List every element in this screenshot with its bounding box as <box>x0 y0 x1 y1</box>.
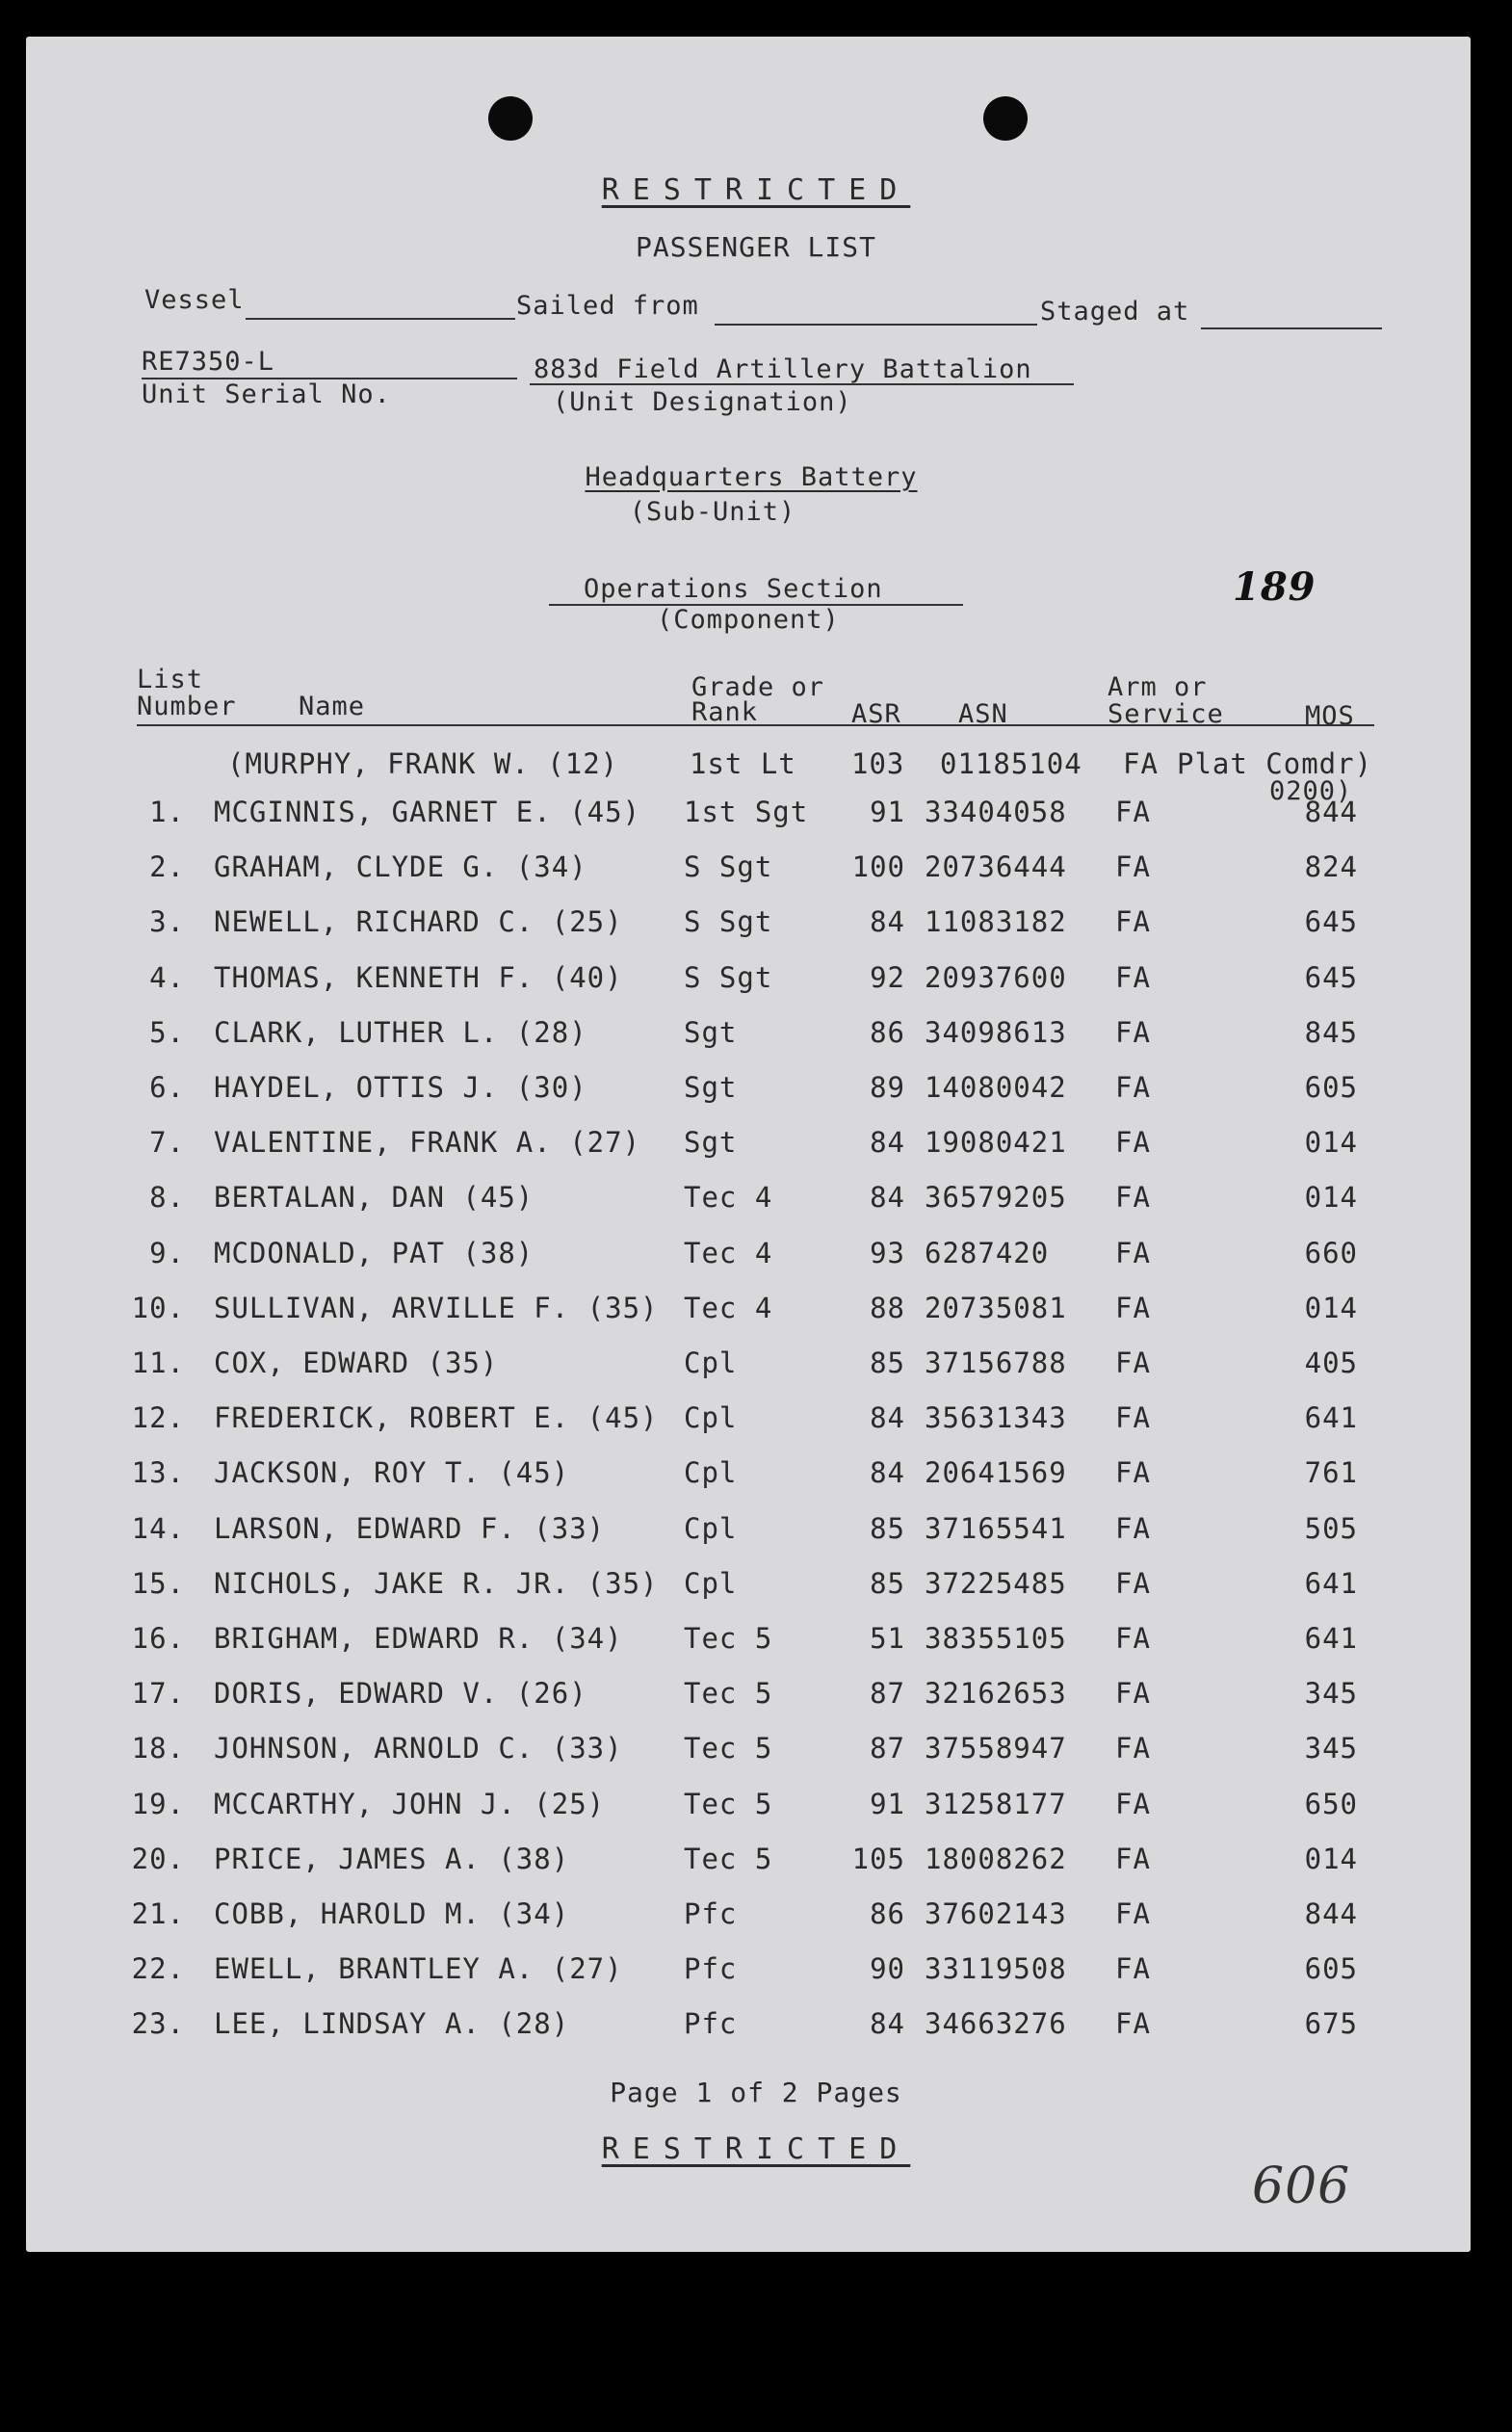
row-number: 15. <box>131 1566 185 1600</box>
row-arm: FA <box>1115 1511 1151 1545</box>
row-arm: FA <box>1115 905 1151 939</box>
row-grade: Pfc <box>684 1897 738 1930</box>
row-name: MCCARTHY, JOHN J. (25) <box>214 1787 606 1820</box>
row-mos: 824 <box>1304 850 1358 884</box>
row-name: COBB, HAROLD M. (34) <box>214 1897 570 1930</box>
row-arm: FA <box>1115 796 1151 828</box>
vessel-line <box>246 318 515 320</box>
row-asn: 34098613 <box>925 1015 1067 1049</box>
row-arm: FA <box>1115 1732 1151 1765</box>
row-mos: 405 <box>1304 1347 1358 1379</box>
row-name: FREDERICK, ROBERT E. (45) <box>214 1401 659 1435</box>
row-mos: 605 <box>1304 1952 1358 1986</box>
row-asn: 19080421 <box>925 1126 1067 1160</box>
row-mos: 761 <box>1304 1456 1358 1490</box>
row-mos: 844 <box>1304 1897 1358 1930</box>
row-number: 16. <box>131 1622 185 1655</box>
row-asr: 88 <box>870 1291 905 1324</box>
column-header-rule <box>137 724 1374 726</box>
row-grade: Sgt <box>684 1015 738 1049</box>
row-arm: FA <box>1115 1126 1151 1160</box>
row-asr: 87 <box>870 1677 905 1711</box>
row-name: HAYDEL, OTTIS J. (30) <box>214 1071 587 1104</box>
row-grade: Cpl <box>684 1456 738 1490</box>
row-mos: 641 <box>1304 1401 1358 1435</box>
handwritten-page-number: 189 <box>1233 564 1316 610</box>
row-grade: Pfc <box>684 2007 738 2041</box>
row-grade: Tec 5 <box>684 1732 773 1765</box>
row-name: BRIGHAM, EDWARD R. (34) <box>214 1622 623 1655</box>
row-arm: FA <box>1115 1952 1151 1986</box>
staged-line <box>1201 327 1382 329</box>
row-asr: 84 <box>870 1401 905 1435</box>
page-indicator: Page 1 of 2 Pages <box>610 2077 902 2108</box>
row-asr: 85 <box>870 1511 905 1545</box>
row-grade: Cpl <box>684 1401 738 1435</box>
table-row <box>0 1071 1512 1110</box>
row-asn: 33119508 <box>925 1952 1067 1986</box>
row-mos: 645 <box>1304 905 1358 939</box>
table-row <box>0 961 1512 1000</box>
row-asn: 14080042 <box>925 1071 1067 1104</box>
row-number: 9. <box>149 1236 185 1269</box>
row-asn: 20735081 <box>925 1291 1067 1324</box>
officer-grade: 1st Lt <box>690 747 796 780</box>
row-name: COX, EDWARD (35) <box>214 1347 499 1379</box>
table-row <box>0 1401 1512 1440</box>
col-mos: MOS <box>1305 701 1355 731</box>
row-name: CLARK, LUTHER L. (28) <box>214 1015 587 1049</box>
row-grade: S Sgt <box>684 850 773 884</box>
row-asr: 84 <box>870 2007 905 2041</box>
row-arm: FA <box>1115 1842 1151 1875</box>
row-number: 8. <box>149 1181 185 1215</box>
sailed-label: Sailed from <box>516 291 699 321</box>
table-row <box>0 1456 1512 1495</box>
row-number: 17. <box>131 1677 185 1711</box>
col-asn: ASN <box>958 699 1008 729</box>
row-arm: FA <box>1115 1291 1151 1324</box>
row-arm: FA <box>1115 1677 1151 1711</box>
row-number: 11. <box>131 1347 185 1379</box>
row-arm: FA <box>1115 960 1151 994</box>
row-mos: 641 <box>1304 1622 1358 1655</box>
table-row <box>0 905 1512 944</box>
row-arm: FA <box>1115 2007 1151 2041</box>
row-name: VALENTINE, FRANK A. (27) <box>214 1126 641 1160</box>
row-name: NEWELL, RICHARD C. (25) <box>214 905 623 939</box>
table-row <box>0 1292 1512 1330</box>
row-grade: Tec 4 <box>684 1291 773 1324</box>
col-name: Name <box>299 692 366 721</box>
table-row <box>0 1016 1512 1055</box>
row-asn: 38355105 <box>925 1622 1067 1655</box>
row-number: 18. <box>131 1732 185 1765</box>
table-row <box>0 1843 1512 1881</box>
row-asn: 37225485 <box>925 1566 1067 1600</box>
row-asn: 6287420 <box>925 1236 1050 1269</box>
subunit-label: (Sub-Unit) <box>629 497 796 527</box>
row-number: 23. <box>131 2007 185 2041</box>
row-number: 12. <box>131 1401 185 1435</box>
col-asr: ASR <box>851 699 901 729</box>
row-grade: Cpl <box>684 1566 738 1600</box>
row-asn: 37165541 <box>925 1511 1067 1545</box>
row-asn: 20736444 <box>925 850 1067 884</box>
row-mos: 345 <box>1304 1677 1358 1711</box>
table-row <box>0 1181 1512 1219</box>
row-asn: 37558947 <box>925 1732 1067 1765</box>
officer-asr: 103 <box>851 747 905 780</box>
table-row <box>0 1347 1512 1385</box>
row-number: 5. <box>149 1015 185 1049</box>
row-arm: FA <box>1115 1015 1151 1049</box>
unit-designation-value: 883d Field Artillery Battalion <box>534 354 1032 384</box>
row-mos: 605 <box>1304 1071 1358 1104</box>
row-asn: 34663276 <box>925 2007 1067 2041</box>
row-asn: 35631343 <box>925 1401 1067 1435</box>
row-grade: Cpl <box>684 1511 738 1545</box>
col-arm-2: Service <box>1108 699 1224 729</box>
row-arm: FA <box>1115 1236 1151 1269</box>
col-grade-1: Grade or <box>691 672 825 702</box>
row-arm: FA <box>1115 850 1151 884</box>
row-grade: 1st Sgt <box>684 796 809 828</box>
table-row <box>0 1622 1512 1661</box>
row-grade: Sgt <box>684 1071 738 1104</box>
row-grade: Pfc <box>684 1952 738 1986</box>
row-mos: 844 <box>1304 796 1358 828</box>
row-asn: 20937600 <box>925 960 1067 994</box>
component-label: (Component) <box>657 605 840 635</box>
row-asr: 89 <box>870 1071 905 1104</box>
officer-asn: 01185104 <box>940 747 1082 780</box>
row-grade: S Sgt <box>684 905 773 939</box>
row-name: JOHNSON, ARNOLD C. (33) <box>214 1732 623 1765</box>
row-grade: Tec 5 <box>684 1787 773 1820</box>
row-mos: 014 <box>1304 1842 1358 1875</box>
row-name: MCGINNIS, GARNET E. (45) <box>214 796 641 828</box>
row-asr: 85 <box>870 1347 905 1379</box>
row-asr: 92 <box>870 960 905 994</box>
row-asn: 36579205 <box>925 1181 1067 1215</box>
table-row <box>0 1567 1512 1606</box>
row-asn: 11083182 <box>925 905 1067 939</box>
row-mos: 505 <box>1304 1511 1358 1545</box>
row-grade: Tec 4 <box>684 1236 773 1269</box>
row-asn: 31258177 <box>925 1787 1067 1820</box>
row-name: BERTALAN, DAN (45) <box>214 1181 534 1215</box>
row-grade: Tec 4 <box>684 1181 773 1215</box>
officer-name: (MURPHY, FRANK W. (12) <box>227 747 619 780</box>
row-arm: FA <box>1115 1787 1151 1820</box>
row-arm: FA <box>1115 1347 1151 1379</box>
row-arm: FA <box>1115 1401 1151 1435</box>
row-asr: 86 <box>870 1015 905 1049</box>
row-asr: 90 <box>870 1952 905 1986</box>
row-asn: 20641569 <box>925 1456 1067 1490</box>
col-list-number-2: Number <box>137 692 237 721</box>
row-asr: 51 <box>870 1622 905 1655</box>
row-arm: FA <box>1115 1897 1151 1930</box>
row-name: NICHOLS, JAKE R. JR. (35) <box>214 1566 659 1600</box>
punch-hole-right <box>983 96 1028 141</box>
row-arm: FA <box>1115 1566 1151 1600</box>
row-name: MCDONALD, PAT (38) <box>214 1236 534 1269</box>
row-mos: 660 <box>1304 1236 1358 1269</box>
row-number: 13. <box>131 1456 185 1490</box>
unit-designation-label: (Unit Designation) <box>553 387 852 417</box>
row-asr: 105 <box>851 1842 905 1875</box>
row-asr: 84 <box>870 1181 905 1215</box>
row-asr: 91 <box>870 796 905 828</box>
row-asr: 84 <box>870 905 905 939</box>
col-arm-1: Arm or <box>1108 672 1208 702</box>
row-grade: Tec 5 <box>684 1622 773 1655</box>
table-row <box>0 2007 1512 2046</box>
unit-serial-label: Unit Serial No. <box>142 379 391 409</box>
table-row <box>0 1512 1512 1551</box>
row-asr: 86 <box>870 1897 905 1930</box>
row-name: LEE, LINDSAY A. (28) <box>214 2007 570 2041</box>
row-mos: 641 <box>1304 1566 1358 1600</box>
row-grade: S Sgt <box>684 960 773 994</box>
row-arm: FA <box>1115 1622 1151 1655</box>
row-asn: 37156788 <box>925 1347 1067 1379</box>
row-name: DORIS, EDWARD V. (26) <box>214 1677 587 1711</box>
subunit-value: Headquarters Battery <box>585 462 918 492</box>
row-asr: 84 <box>870 1126 905 1160</box>
row-asr: 85 <box>870 1566 905 1600</box>
table-row <box>0 850 1512 889</box>
row-name: THOMAS, KENNETH F. (40) <box>214 960 623 994</box>
table-row <box>0 1677 1512 1715</box>
staged-label: Staged at <box>1040 297 1190 327</box>
row-asr: 100 <box>851 850 905 884</box>
table-row-officer <box>0 747 1512 806</box>
row-mos: 014 <box>1304 1181 1358 1215</box>
unit-designation-line <box>530 383 1074 385</box>
row-asn: 18008262 <box>925 1842 1067 1875</box>
row-name: SULLIVAN, ARVILLE F. (35) <box>214 1291 659 1324</box>
row-asr: 91 <box>870 1787 905 1820</box>
row-name: LARSON, EDWARD F. (33) <box>214 1511 606 1545</box>
row-grade: Tec 5 <box>684 1842 773 1875</box>
row-number: 6. <box>149 1071 185 1104</box>
row-number: 14. <box>131 1511 185 1545</box>
row-number: 3. <box>149 905 185 939</box>
handwritten-archive-number: 606 <box>1252 2157 1351 2215</box>
row-grade: Tec 5 <box>684 1677 773 1711</box>
row-name: EWELL, BRANTLEY A. (27) <box>214 1952 623 1986</box>
row-number: 19. <box>131 1787 185 1820</box>
component-value: Operations Section <box>584 574 883 604</box>
unit-serial-value: RE7350-L <box>142 347 275 377</box>
row-number: 20. <box>131 1842 185 1875</box>
row-mos: 014 <box>1304 1291 1358 1324</box>
document-title: PASSENGER LIST <box>635 231 876 263</box>
table-row <box>0 1237 1512 1275</box>
table-row <box>0 1952 1512 1991</box>
row-asr: 84 <box>870 1456 905 1490</box>
classification-header: RESTRICTED <box>601 173 911 207</box>
table-row <box>0 796 1512 834</box>
sailed-line <box>715 324 1037 326</box>
table-row <box>0 1126 1512 1164</box>
officer-mos-code: 0200) <box>1269 776 1353 806</box>
row-mos: 645 <box>1304 960 1358 994</box>
officer-mos: Plat Comdr) <box>1177 747 1373 780</box>
row-number: 21. <box>131 1897 185 1930</box>
vessel-label: Vessel <box>144 285 245 315</box>
col-list-number-1: List <box>137 665 204 694</box>
row-mos: 345 <box>1304 1732 1358 1765</box>
row-name: PRICE, JAMES A. (38) <box>214 1842 570 1875</box>
row-mos: 650 <box>1304 1787 1358 1820</box>
classification-footer: RESTRICTED <box>601 2132 911 2166</box>
row-asn: 32162653 <box>925 1677 1067 1711</box>
officer-arm: FA <box>1123 747 1159 780</box>
row-name: GRAHAM, CLYDE G. (34) <box>214 850 587 884</box>
row-arm: FA <box>1115 1181 1151 1215</box>
row-asn: 33404058 <box>925 796 1067 828</box>
row-mos: 014 <box>1304 1126 1358 1160</box>
row-grade: Sgt <box>684 1126 738 1160</box>
row-number: 1. <box>149 796 185 828</box>
row-number: 7. <box>149 1126 185 1160</box>
row-number: 2. <box>149 850 185 884</box>
row-grade: Cpl <box>684 1347 738 1379</box>
table-row <box>0 1732 1512 1770</box>
row-number: 22. <box>131 1952 185 1986</box>
row-arm: FA <box>1115 1071 1151 1104</box>
row-asr: 87 <box>870 1732 905 1765</box>
table-row <box>0 1788 1512 1826</box>
row-asr: 93 <box>870 1236 905 1269</box>
col-grade-2: Rank <box>691 697 759 727</box>
row-arm: FA <box>1115 1456 1151 1490</box>
row-mos: 675 <box>1304 2007 1358 2041</box>
punch-hole-left <box>488 96 533 141</box>
row-mos: 845 <box>1304 1015 1358 1049</box>
row-number: 4. <box>149 960 185 994</box>
row-number: 10. <box>131 1291 185 1324</box>
table-row <box>0 1897 1512 1936</box>
row-asn: 37602143 <box>925 1897 1067 1930</box>
row-name: JACKSON, ROY T. (45) <box>214 1456 570 1490</box>
